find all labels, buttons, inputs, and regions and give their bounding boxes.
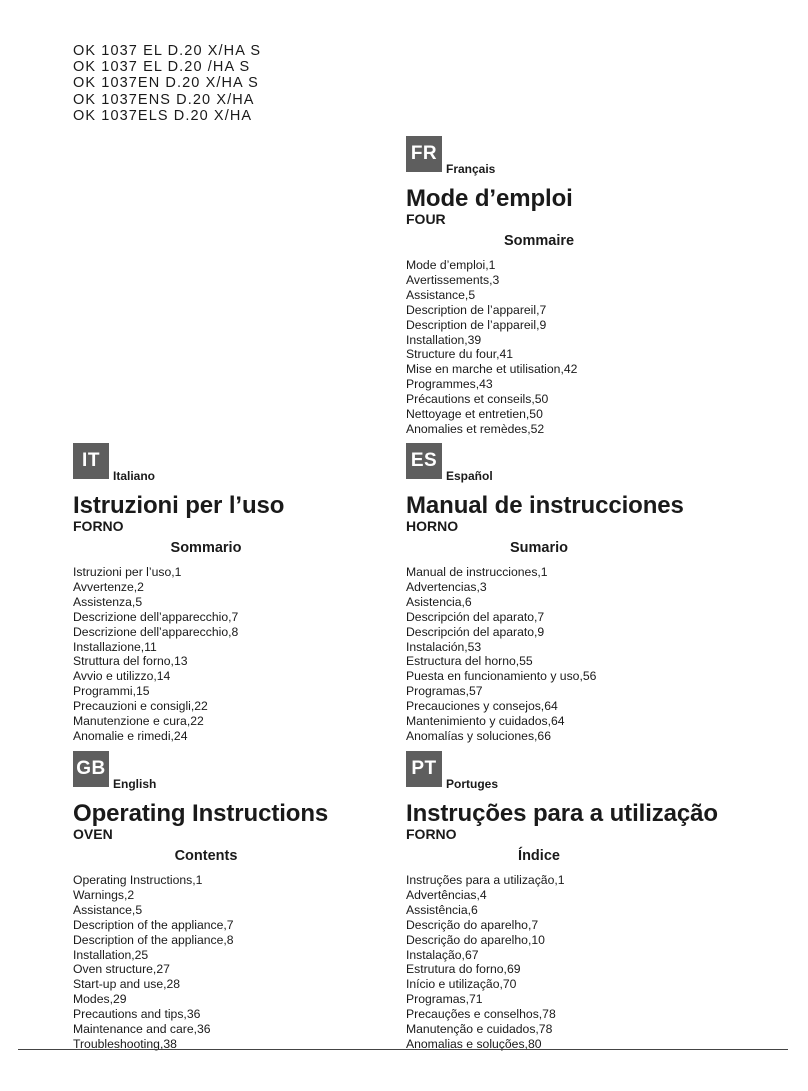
toc-item: Mise en marche et utilisation,42: [406, 362, 578, 377]
toc-item: Start-up and use,28: [73, 977, 181, 992]
language-badge: FR: [406, 136, 442, 172]
toc-item: Descrição do aparelho,10: [406, 932, 545, 947]
appliance-label: OVEN: [73, 826, 113, 842]
toc-list: [406, 565, 736, 744]
toc-item: Istruzioni per l’uso,1: [73, 565, 182, 579]
toc-item: Precauzioni e consigli,22: [73, 699, 208, 714]
toc-item: Precauções e conselhos,78: [406, 1007, 556, 1022]
toc-item: Estructura del horno,55: [406, 654, 533, 669]
toc-item: Descrição do aparelho,7: [406, 917, 539, 932]
toc-item: Oven structure,27: [73, 962, 170, 977]
toc-item: Warnings,2: [73, 887, 135, 902]
toc-item: Mode d’emploi,1: [406, 258, 496, 272]
section-es: [406, 443, 736, 744]
toc-item: Précautions et conseils,50: [406, 392, 549, 407]
toc-item: Structure du four,41: [406, 347, 514, 362]
section-gb: [73, 751, 403, 1052]
toc-heading: Sumario: [509, 540, 568, 556]
toc-item: Precautions and tips,36: [73, 1007, 201, 1022]
toc-item: Manutenzione e cura,22: [73, 714, 204, 729]
appliance-label: FORNO: [406, 826, 457, 842]
toc-item: Avvio e utilizzo,14: [73, 669, 171, 684]
language-badge: GB: [73, 751, 109, 787]
language-header: [406, 136, 736, 176]
toc-item: Advertências,4: [406, 887, 487, 902]
language-name: Español: [446, 469, 493, 483]
language-name: Italiano: [113, 469, 156, 483]
toc-item: Programas,71: [406, 992, 483, 1007]
toc-item: Description de l’appareil,9: [406, 317, 547, 332]
bottom-divider: [18, 1049, 788, 1050]
toc-item: Programmes,43: [406, 377, 493, 392]
manual-title: Manual de instrucciones: [406, 492, 684, 519]
toc-item: Description of the appliance,8: [73, 932, 234, 947]
toc-item: Estrutura do forno,69: [406, 962, 521, 977]
toc-item: Installation,25: [73, 947, 149, 962]
toc-item: Programmi,15: [73, 684, 150, 699]
language-header: [406, 443, 736, 483]
toc-item: Asistencia,6: [406, 594, 472, 609]
toc-item: Instalación,53: [406, 639, 482, 654]
section-fr: [406, 136, 736, 437]
language-badge: PT: [406, 751, 442, 787]
toc-list: [406, 873, 736, 1052]
language-name: Français: [446, 162, 496, 176]
toc-item: Programas,57: [406, 684, 483, 699]
toc-item: Assistance,5: [406, 287, 476, 302]
language-badge: ES: [406, 443, 442, 479]
toc-item: Anomalie e rimedi,24: [73, 728, 188, 743]
toc-item: Operating Instructions,1: [73, 873, 203, 887]
appliance-label: HORNO: [406, 518, 459, 534]
toc-item: Nettoyage et entretien,50: [406, 407, 543, 422]
language-header: [406, 751, 736, 791]
toc-item: Description de l’appareil,7: [406, 302, 547, 317]
toc-item: Puesta en funcionamiento y uso,56: [406, 669, 597, 684]
language-name: English: [113, 777, 157, 791]
section-it: [73, 443, 403, 744]
toc-item: Installation,39: [406, 332, 482, 347]
toc-item: Installazione,11: [73, 639, 157, 654]
toc-item: Troubleshooting,38: [73, 1036, 177, 1051]
toc-item: Instruções para a utilização,1: [406, 873, 565, 887]
model-name: OK 1037 EL D.20 /HA S: [73, 59, 251, 76]
model-name: OK 1037ENS D.20 X/HA: [73, 91, 255, 108]
toc-item: Anomalías y soluciones,66: [406, 728, 551, 743]
language-header: [73, 751, 403, 791]
toc-item: Maintenance and care,36: [73, 1022, 211, 1037]
model-list: [73, 43, 261, 124]
toc-heading: Sommario: [170, 540, 242, 556]
manual-title: Instruções para a utilização: [406, 800, 718, 827]
toc-list: [406, 258, 736, 437]
toc-item: Anomalies et remèdes,52: [406, 421, 545, 436]
toc-item: Descrizione dell’apparecchio,8: [73, 624, 239, 639]
section-pt: [406, 751, 736, 1052]
toc-item: Mantenimiento y cuidados,64: [406, 714, 565, 729]
language-badge: IT: [73, 443, 109, 479]
toc-list: [73, 565, 403, 744]
model-name: OK 1037ELS D.20 X/HA: [73, 107, 253, 124]
toc-item: Manual de instrucciones,1: [406, 565, 548, 579]
toc-item: Anomalias e soluções,80: [406, 1036, 542, 1051]
manual-title: Operating Instructions: [73, 800, 329, 827]
toc-heading: Sommaire: [503, 233, 575, 249]
toc-item: Assistance,5: [73, 902, 143, 917]
manual-title: Istruzioni per l’uso: [73, 492, 285, 519]
toc-item: Início e utilização,70: [406, 977, 517, 992]
toc-item: Description of the appliance,7: [73, 917, 234, 932]
toc-item: Avvertenze,2: [73, 579, 144, 594]
language-header: [73, 443, 403, 483]
model-name: OK 1037EN D.20 X/HA S: [73, 75, 259, 92]
toc-item: Struttura del forno,13: [73, 654, 188, 669]
appliance-label: FORNO: [73, 518, 124, 534]
appliance-label: FOUR: [406, 211, 446, 227]
toc-item: Descripción del aparato,7: [406, 609, 545, 624]
toc-item: Assistenza,5: [73, 594, 143, 609]
toc-item: Modes,29: [73, 992, 127, 1007]
toc-item: Assistência,6: [406, 902, 478, 917]
manual-title: Mode d’emploi: [406, 185, 573, 212]
toc-item: Advertencias,3: [406, 579, 487, 594]
toc-list: [73, 873, 403, 1052]
toc-heading: Contents: [174, 848, 238, 864]
model-name: OK 1037 EL D.20 X/HA S: [73, 43, 262, 59]
toc-item: Instalação,67: [406, 947, 479, 962]
toc-item: Descrizione dell’apparecchio,7: [73, 609, 239, 624]
toc-item: Precauciones y consejos,64: [406, 699, 558, 714]
language-name: Portuges: [446, 777, 499, 791]
toc-item: Descripción del aparato,9: [406, 624, 545, 639]
toc-heading: Índice: [518, 848, 560, 864]
toc-item: Manutenção e cuidados,78: [406, 1022, 553, 1037]
toc-item: Avertissements,3: [406, 272, 500, 287]
